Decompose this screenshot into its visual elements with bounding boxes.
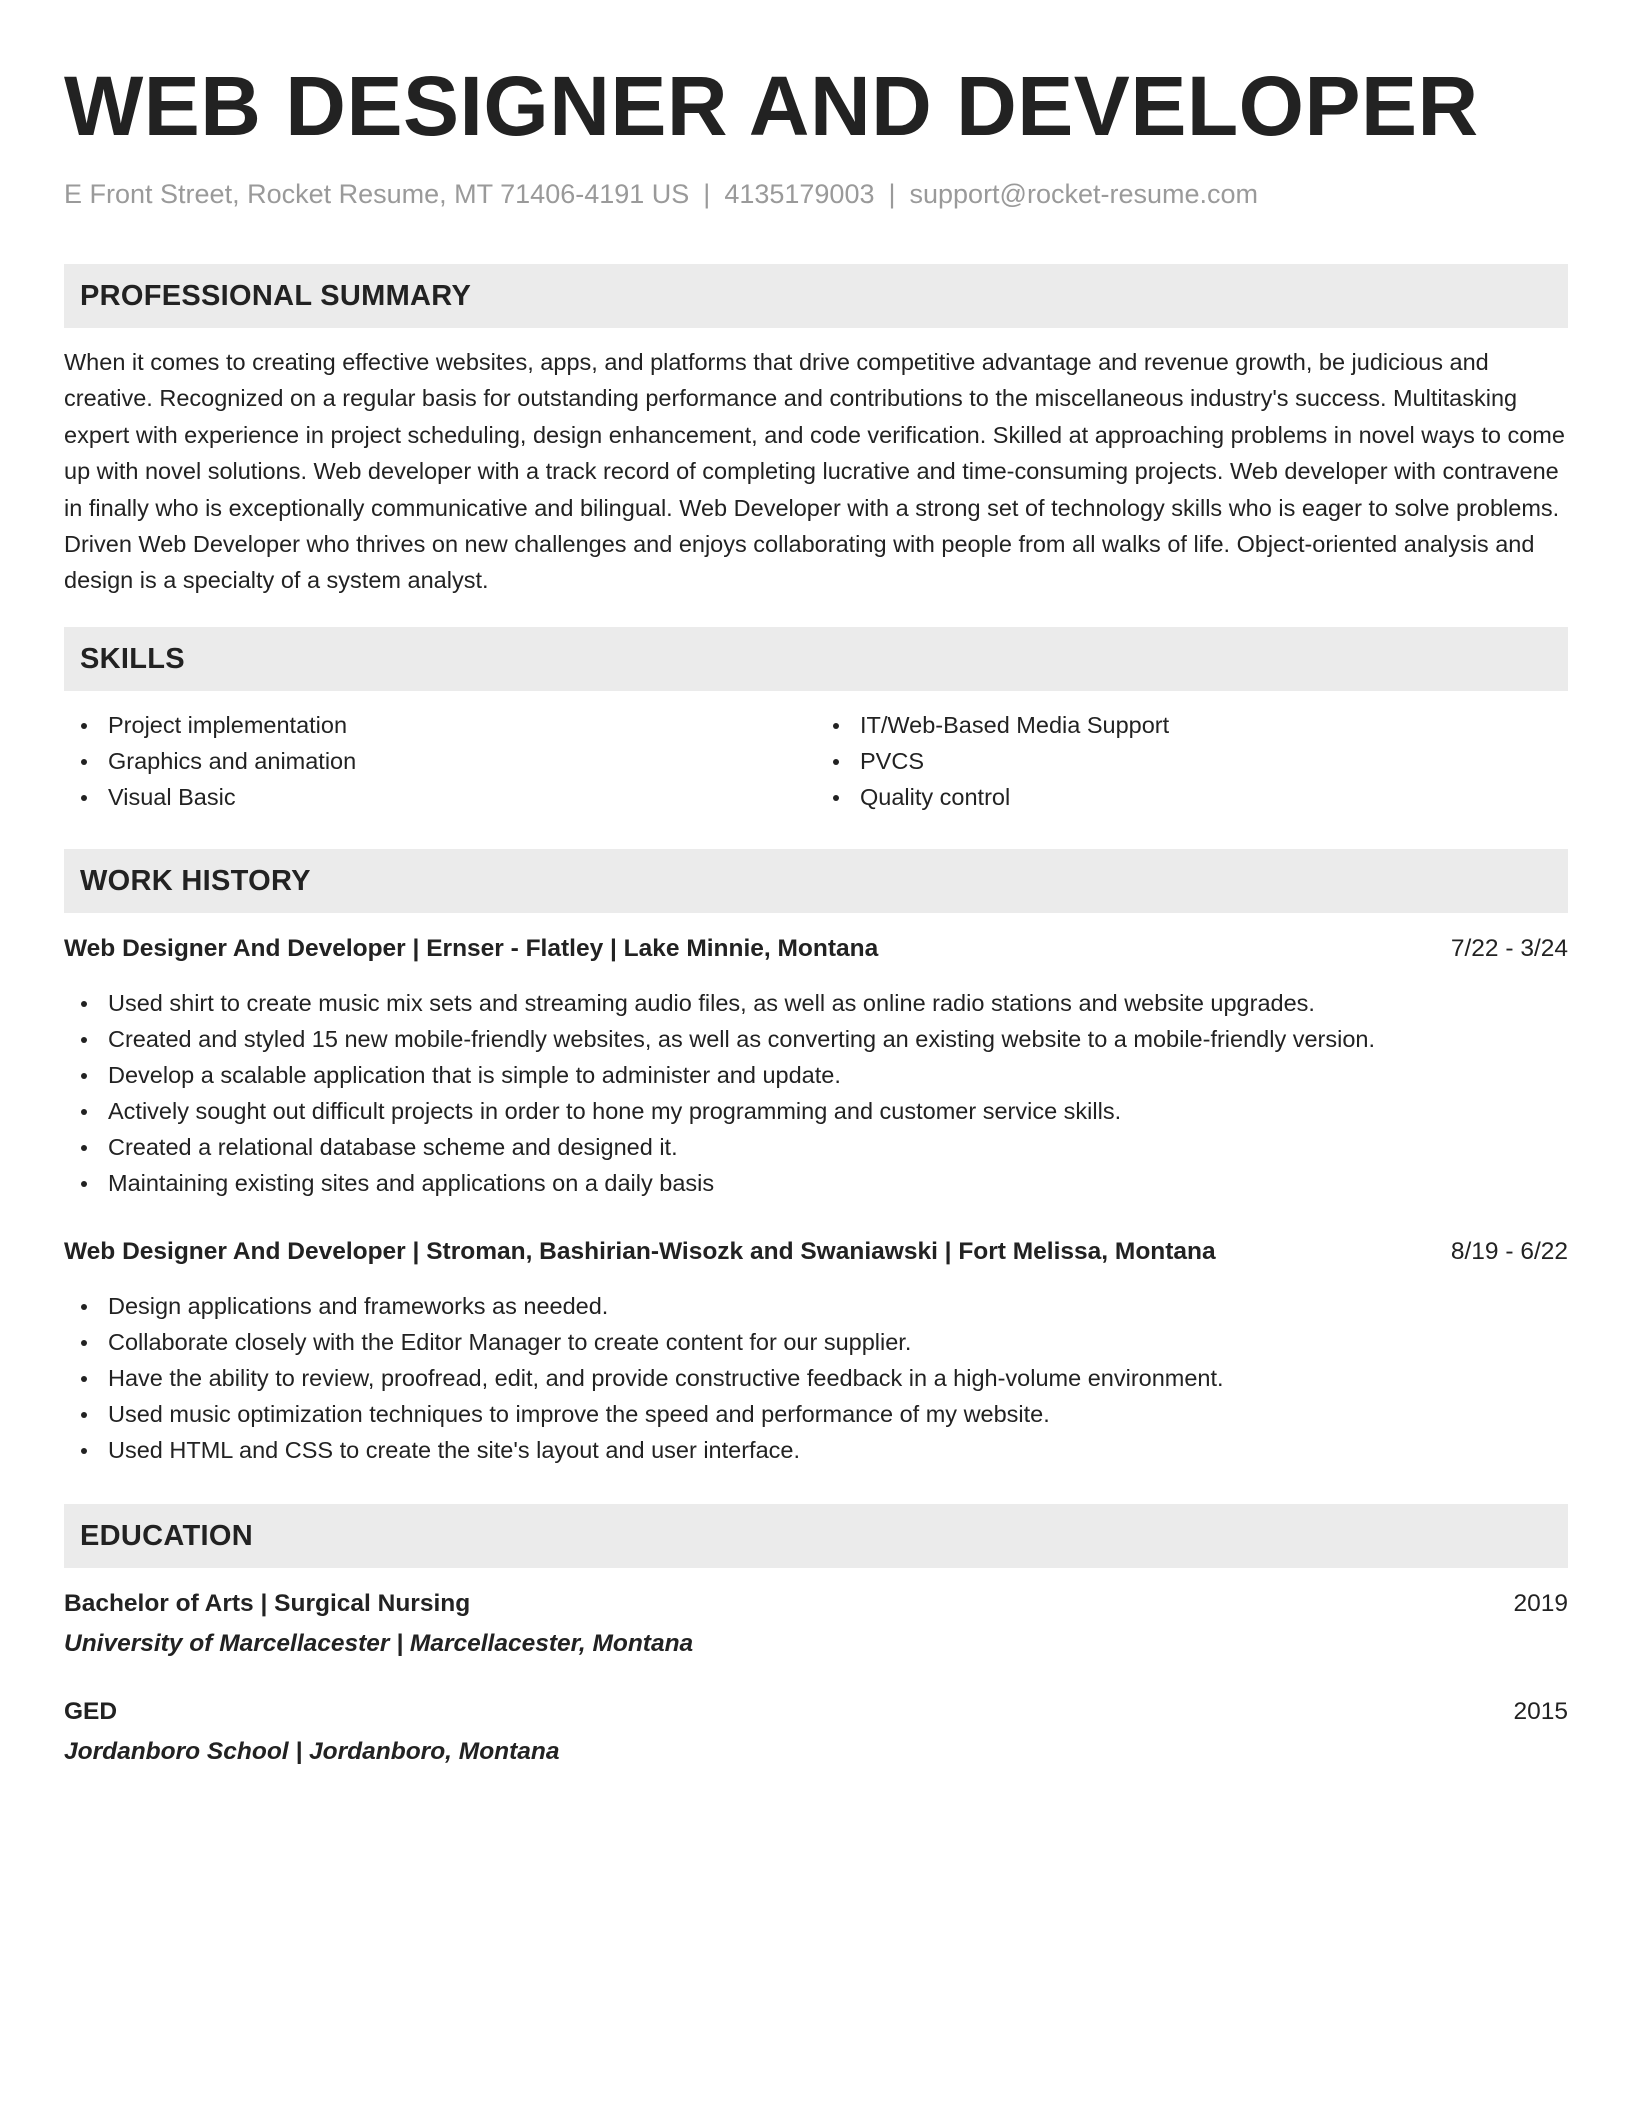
job-bullet: Collaborate closely with the Editor Manager to create content for our supplier.: [64, 1324, 1568, 1360]
section-heading-work-history: WORK HISTORY: [64, 849, 1568, 913]
skill-item: IT/Web-Based Media Support: [816, 707, 1568, 743]
contact-email: support@rocket-resume.com: [909, 179, 1259, 209]
section-heading-skills: SKILLS: [64, 627, 1568, 691]
skill-item: Visual Basic: [64, 779, 816, 815]
summary-text: When it comes to creating effective websites, apps, and platforms that drive competitive advantage and revenue growth, be judicious and creative. Recognized on a regular basis for outstanding performance and contributions to the miscellaneous industry's success. Multitasking expert with experience in project scheduling, design enhancement, and code verification. Skilled at approaching problems in novel ways to come up with novel solutions. Web developer with a track record of completing lucrative and time-consuming projects. Web developer with contravene in finally who is exceptionally communicative and bilingual. Web Developer with a strong set of technology skills who is eager to solve problems. Driven Web Developer who thrives on new challenges and enjoys collaborating with people from all walks of life. Object-oriented analysis and design is a specialty of a system analyst.: [64, 349, 1565, 594]
job-title: Web Designer And Developer | Stroman, Bashirian-Wisozk and Swaniawski | Fort Melissa, Montana: [64, 1237, 1216, 1265]
job-entry: [64, 1234, 1568, 1468]
job-title: Web Designer And Developer | Ernser - Flatley | Lake Minnie, Montana: [64, 934, 879, 962]
skill-item: Project implementation: [64, 707, 816, 743]
education-entry: [64, 1694, 1568, 1770]
job-bullet: Used shirt to create music mix sets and streaming audio files, as well as online radio stations and website upgrades.: [64, 985, 1568, 1021]
job-bullet: Actively sought out difficult projects in order to hone my programming and customer service skills.: [64, 1093, 1568, 1129]
section-heading-summary: PROFESSIONAL SUMMARY: [64, 264, 1568, 328]
job-dates: 8/19 - 6/22: [1450, 1237, 1568, 1265]
skills-column-right: [816, 707, 1568, 815]
skills-grid: [64, 707, 1568, 815]
job-bullet: Used music optimization techniques to improve the speed and performance of my website.: [64, 1396, 1568, 1432]
job-bullet: Created a relational database scheme and designed it.: [64, 1129, 1568, 1165]
education-school: University of Marcellacester | Marcellacester, Montana: [64, 1629, 694, 1657]
education-year: 2019: [1513, 1589, 1568, 1617]
job-bullet: Maintaining existing sites and applications on a daily basis: [64, 1165, 1568, 1201]
education-header: [64, 1694, 1568, 1730]
job-bullets: [64, 1288, 1568, 1468]
job-bullets: [64, 985, 1568, 1201]
contact-separator: |: [888, 179, 896, 209]
job-dates: 7/22 - 3/24: [1450, 934, 1568, 962]
section-heading-education: EDUCATION: [64, 1504, 1568, 1568]
job-entry: [64, 931, 1568, 1201]
contact-address: E Front Street, Rocket Resume, MT 71406-4191 US: [64, 179, 690, 209]
contact-phone: 4135179003: [724, 179, 875, 209]
job-header: [64, 1234, 1568, 1270]
skills-column-left: [64, 707, 816, 815]
education-school: Jordanboro School | Jordanboro, Montana: [64, 1737, 560, 1765]
job-bullet: Have the ability to review, proofread, edit, and provide constructive feedback in a high-volume environment.: [64, 1360, 1568, 1396]
job-bullet: Used HTML and CSS to create the site's layout and user interface.: [64, 1432, 1568, 1468]
education-year: 2015: [1513, 1697, 1568, 1725]
job-bullet: Created and styled 15 new mobile-friendly websites, as well as converting an existing website to a mobile-friendly version.: [64, 1021, 1568, 1057]
job-bullet: Develop a scalable application that is simple to administer and update.: [64, 1057, 1568, 1093]
education-degree: Bachelor of Arts | Surgical Nursing: [64, 1589, 471, 1617]
education-header: [64, 1586, 1568, 1622]
skill-item: Graphics and animation: [64, 743, 816, 779]
education-degree: GED: [64, 1697, 118, 1725]
contact-separator: |: [703, 179, 711, 209]
education-entry: [64, 1586, 1568, 1662]
skill-item: Quality control: [816, 779, 1568, 815]
contact-line: [64, 176, 1568, 212]
skill-item: PVCS: [816, 743, 1568, 779]
resume-title: WEB DESIGNER AND DEVELOPER: [64, 59, 1479, 153]
job-bullet: Design applications and frameworks as needed.: [64, 1288, 1568, 1324]
job-header: [64, 931, 1568, 967]
